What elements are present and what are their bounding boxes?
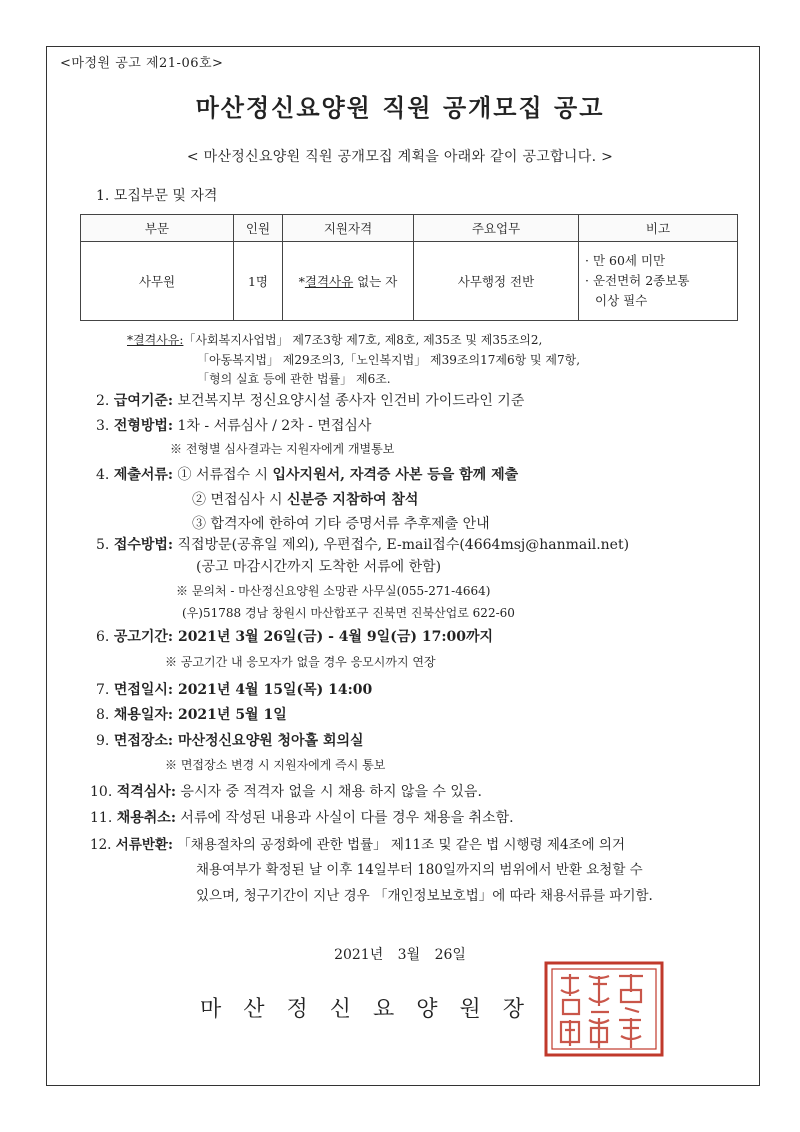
item-7-label: 면접일시: bbox=[113, 682, 174, 698]
item-4-line3: ③ 합격자에 한하여 기타 증명서류 추후제출 안내 bbox=[192, 516, 490, 532]
item-10-text: 응시자 중 적격자 없을 시 채용 하지 않을 수 있음. bbox=[175, 784, 482, 800]
item-8-text: 2021년 5월 1일 bbox=[173, 707, 287, 723]
item-3-num: 3. bbox=[96, 418, 110, 434]
disqualification-line-2: 「아동복지법」 제29조의3,「노인복지법」 제39조의17제6항 및 제7항, bbox=[197, 353, 581, 367]
item-5-sub: (공고 마감시간까지 도착한 서류에 한함) bbox=[196, 559, 442, 575]
disqualification-text-1: 「사회복지사업법」 제7조3항 제7호, 제8호, 제35조 및 제35조의2, bbox=[183, 333, 543, 347]
cell-count: 1명 bbox=[234, 242, 283, 321]
section1-heading: 1. 모집부문 및 자격 bbox=[96, 188, 218, 204]
header-division: 부문 bbox=[81, 215, 234, 242]
item-6-label: 공고기간: bbox=[113, 629, 174, 645]
item-5-text: 직접방문(공휴일 제외), 우편접수, E-mail접수(4664msj@hanmail.net) bbox=[173, 537, 630, 553]
recruit-table bbox=[80, 214, 738, 321]
item-4-line2-bold: 신분증 지참하여 참석 bbox=[286, 492, 419, 508]
note-line-1: · 만 60세 미만 bbox=[585, 253, 666, 268]
item-7-num: 7. bbox=[96, 682, 110, 698]
official-seal-stamp bbox=[543, 960, 665, 1058]
item-12-num: 12. bbox=[90, 837, 112, 853]
item-4-num: 4. bbox=[96, 467, 110, 483]
subtitle: < 마산정신요양원 직원 공개모집 계획을 아래와 같이 공고합니다. > bbox=[186, 149, 614, 165]
issue-date: 2021년 3월 26일 bbox=[334, 947, 466, 963]
note-line-3: 이상 필수 bbox=[595, 293, 648, 308]
disqualification-label: *결격사유: bbox=[127, 333, 184, 347]
notice-number: <마정원 공고 제21-06호> bbox=[60, 56, 224, 71]
item-3-label: 전형방법: bbox=[113, 418, 174, 434]
item-2-num: 2. bbox=[96, 393, 110, 409]
cell-note bbox=[579, 242, 738, 321]
item-10-label: 적격심사: bbox=[116, 784, 176, 800]
item-2-label: 급여기준: bbox=[113, 393, 174, 409]
item-9-label: 면접장소: bbox=[113, 733, 174, 749]
item-5-contact: ※ 문의처 - 마산정신요양원 소망관 사무실(055-271-4664) bbox=[176, 584, 491, 598]
item-5 bbox=[96, 534, 629, 554]
item-8-label: 채용일자: bbox=[113, 707, 174, 723]
page-title: 마산정신요양원 직원 공개모집 공고 bbox=[195, 94, 605, 122]
item-4-line2-pre: ② 면접심사 시 bbox=[192, 492, 287, 508]
item-7-text: 2021년 4월 15일(목) 14:00 bbox=[173, 682, 373, 698]
item-12 bbox=[90, 833, 625, 853]
item-12-label: 서류반환: bbox=[115, 837, 173, 853]
qual-rest: 없는 자 bbox=[353, 274, 398, 289]
header-duty: 주요업무 bbox=[414, 215, 579, 242]
item-8 bbox=[96, 704, 287, 724]
item-4-line1-bold: 입사지원서, 자격증 사본 등을 함께 제출 bbox=[272, 467, 519, 483]
item-4-line1-pre: ① 서류접수 시 bbox=[173, 467, 273, 483]
item-9 bbox=[96, 730, 364, 750]
item-4 bbox=[96, 464, 518, 484]
header-qualification: 지원자격 bbox=[283, 215, 414, 242]
item-5-num: 5. bbox=[96, 537, 110, 553]
qual-star: * bbox=[298, 274, 305, 289]
item-2-text: 보건복지부 정신요양시설 종사자 인건비 가이드라인 기준 bbox=[173, 393, 525, 409]
issuer-name: 마산정신요양원장 bbox=[200, 997, 547, 1022]
cell-qualification bbox=[283, 242, 414, 321]
item-12-line1: 「채용절차의 공정화에 관한 법률」 제11조 및 같은 법 시행령 제4조에 의거 bbox=[172, 837, 626, 853]
header-note: 비고 bbox=[579, 215, 738, 242]
item-3-note: ※ 전형별 심사결과는 지원자에게 개별통보 bbox=[170, 442, 395, 456]
table-row bbox=[81, 242, 738, 321]
item-10 bbox=[90, 781, 482, 801]
item-6 bbox=[96, 626, 493, 646]
item-4-label: 제출서류: bbox=[113, 467, 174, 483]
item-5-label: 접수방법: bbox=[113, 537, 174, 553]
cell-duty: 사무행정 전반 bbox=[414, 242, 579, 321]
item-8-num: 8. bbox=[96, 707, 110, 723]
item-9-text: 마산정신요양원 청아홀 회의실 bbox=[173, 733, 364, 749]
table-header-row bbox=[81, 215, 738, 242]
item-11-label: 채용취소: bbox=[116, 810, 176, 826]
disqualification-line-1 bbox=[127, 331, 542, 348]
item-11-num: 11. bbox=[90, 810, 113, 826]
item-5-address: (우)51788 경남 창원시 마산합포구 진북면 진북산업로 622-60 bbox=[182, 606, 515, 620]
item-10-num: 10. bbox=[90, 784, 113, 800]
item-6-text: 2021년 3월 26일(금) - 4월 9일(금) 17:00까지 bbox=[173, 629, 494, 645]
item-4-line2 bbox=[192, 489, 418, 509]
item-6-note: ※ 공고기간 내 응모자가 없을 경우 응모시까지 연장 bbox=[165, 655, 436, 669]
item-6-num: 6. bbox=[96, 629, 110, 645]
item-3 bbox=[96, 415, 371, 435]
item-2 bbox=[96, 390, 524, 410]
qual-link: 결격사유 bbox=[304, 274, 354, 289]
item-9-num: 9. bbox=[96, 733, 110, 749]
item-11 bbox=[90, 807, 514, 827]
item-7 bbox=[96, 679, 372, 699]
header-count: 인원 bbox=[234, 215, 283, 242]
item-11-text: 서류에 작성된 내용과 사실이 다를 경우 채용을 취소함. bbox=[175, 810, 514, 826]
note-line-2: · 운전면허 2종보통 bbox=[585, 273, 690, 288]
item-12-line2: 채용여부가 확정된 날 이후 14일부터 180일까지의 범위에서 반환 요청할 수 bbox=[196, 862, 643, 878]
cell-division: 사무원 bbox=[81, 242, 234, 321]
item-12-line3: 있으며, 청구기간이 지난 경우 「개인정보보호법」에 따라 채용서류를 파기함. bbox=[196, 888, 653, 904]
item-9-note: ※ 면접장소 변경 시 지원자에게 즉시 통보 bbox=[165, 758, 386, 772]
item-3-text: 1차 - 서류심사 / 2차 - 면접심사 bbox=[173, 418, 372, 434]
disqualification-line-3: 「형의 실효 등에 관한 법률」 제6조. bbox=[197, 372, 391, 386]
